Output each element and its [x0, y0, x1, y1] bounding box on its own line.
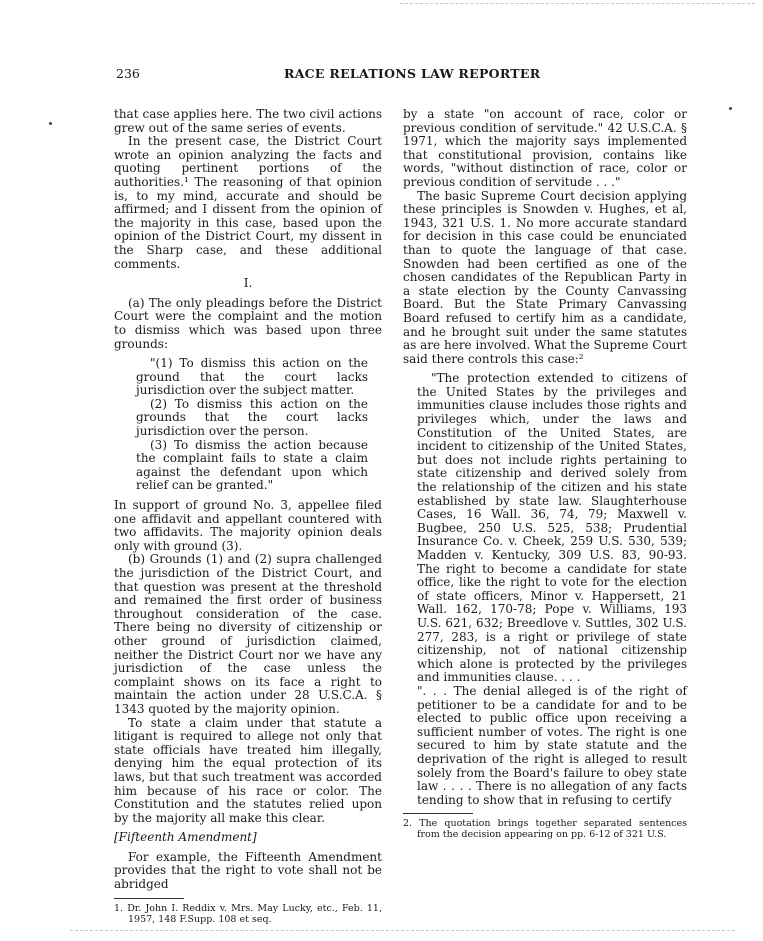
- paragraph: (b) Grounds (1) and (2) supra challenged the jurisdiction of the District Court, and that question was present at the threshold and remained the first order of business throughout consideration of the case. There being no diversity of citizenship or other ground of jurisdiction claimed, neither the District Court nor we have any jurisdiction of the case unless the complaint shows on its face a right to maintain the action under 28 U.S.C.A. § 1343 quoted by the majority opinion.: [114, 552, 382, 716]
- block-quote: (3) To dismiss the action because the complaint fails to state a claim against the defendant upon which relief can be granted.": [136, 437, 368, 493]
- paragraph: The basic Supreme Court decision applying these principles is Snowden v. Hughes, et al, 1943, 321 U.S. 1. No more accurate standard for decision in this case could be enunciated than to quote the language of that case. Snowden had been certified as one of the chosen candidates of the Republican Party in a state election by the County Canvassing Board. But the State Primary Canvassing Board refused to certify him as a candidate, and he brought suit under the same statutes as are here involved. What the Supreme Court said there controls this case:²: [403, 188, 687, 366]
- footnote-rule: [114, 898, 184, 899]
- footnote: 2. The quotation brings together separated sentences from the decision appearing on pp. 6-12 of 321 U.S.: [403, 818, 687, 841]
- paragraph: In support of ground No. 3, appellee filed one affidavit and appellant countered with two affidavits. The majority opinion deals only with ground (3).: [114, 498, 382, 553]
- paragraph: by a state "on account of race, color or previous condition of servitude." 42 U.S.C.A. § 1971, which the majority says implemented that constitutional provision, contains like words, "without distinction of race, color or previous condition of servitude . . .": [403, 107, 687, 189]
- block-quote: ". . . The denial alleged is of the right of petitioner to be a candidate for and to be elected to public office upon receiving a sufficient number of votes. The right is one secured to him by state statute and the deprivation of the right is alleged to result solely from the Board's failure to obey state law . . . . There is no allegation of any facts tending to show that in refusing to certify: [417, 683, 687, 807]
- left-column: [114, 108, 382, 925]
- right-column: [403, 108, 687, 840]
- footnote: 1. Dr. John I. Reddix v. Mrs. May Lucky, etc., Feb. 11, 1957, 148 F.Supp. 108 et seq.: [114, 902, 382, 925]
- bottom-scan-border: [70, 930, 735, 931]
- paragraph: that case applies here. The two civil actions grew out of the same series of events.: [114, 107, 382, 135]
- running-title: RACE RELATIONS LAW REPORTER: [284, 66, 541, 81]
- top-scan-border: [400, 3, 755, 4]
- paragraph: (a) The only pleadings before the District Court were the complaint and the motion to dismiss which was based upon three grounds:: [114, 295, 382, 351]
- block-quote: "(1) To dismiss this action on the ground that the court lacks jurisdiction over the subject matter.: [136, 356, 368, 398]
- scan-speck: [49, 122, 52, 125]
- page-number: 236: [116, 66, 140, 81]
- block-quote: "The protection extended to citizens of the United States by the privileges and immunities clause includes those rights and privileges which, under the laws and Constitution of the United States, are incident to citizenship of the United States, but does not include rights pertaining to state citizenship and derived solely from the relationship of the citizen and his state established by state law. Slaughterhouse Cases, 16 Wall. 36, 74, 79; Maxwell v. Bugbee, 250 U.S. 525, 538; Prudential Insurance Co. v. Cheek, 259 U.S. 530, 539; Madden v. Kentucky, 309 U.S. 83, 90-93. The right to become a candidate for state office, like the right to vote for the election of state officers, Minor v. Happersett, 21 Wall. 162, 170-78; Pope v. Williams, 193 U.S. 621, 632; Breedlove v. Suttles, 302 U.S. 277, 283, is a right or privilege of state citizenship, not of national citizenship which alone is protected by the privileges and immunities clause. . . .: [417, 371, 687, 685]
- paragraph: For example, the Fifteenth Amendment provides that the right to vote shall not be abridged: [114, 849, 382, 892]
- paragraph: To state a claim under that statute a litigant is required to allege not only that state officials have treated him illegally, denying him the equal protection of its laws, but that such treatment was accorded him because of his race or color. The Constitution and the statutes relied upon by the majority all make this clear.: [114, 715, 382, 825]
- paragraph: In the present case, the District Court wrote an opinion analyzing the facts and quoting pertinent portions of the authorities.¹ The reasoning of that opinion is, to my mind, accurate and should be affirmed; and I dissent from the opinion of the majority in this case, based upon the opinion of the District Court, my dissent in the Sharp case, and these additional comments.: [114, 134, 382, 271]
- section-numeral: I.: [243, 276, 253, 291]
- scan-speck: [729, 107, 732, 110]
- block-quote: (2) To dismiss this action on the grounds that the court lacks jurisdiction over the person.: [136, 396, 368, 439]
- section-heading: [Fifteenth Amendment]: [114, 830, 257, 845]
- footnote-rule: [403, 813, 473, 814]
